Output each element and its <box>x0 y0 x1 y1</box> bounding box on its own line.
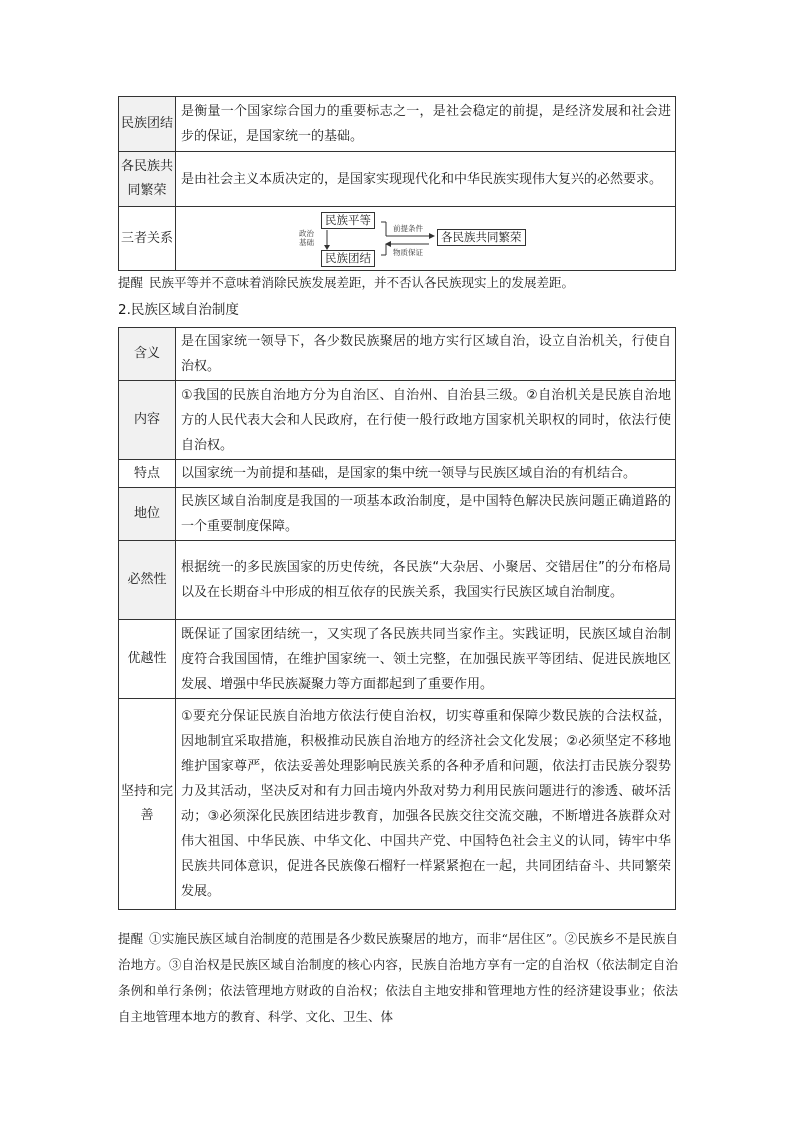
row-header: 各民族共同繁荣 <box>119 152 176 207</box>
section-heading: 2.民族区域自治制度 <box>118 302 239 318</box>
unity-box: 民族团结 <box>321 250 375 267</box>
reminder-text: ①实施民族区域自治制度的范围是各少数民族聚居的地方，而非“居住区”。②民族乡不是民族自治地方。③自治权是民族区域自治制度的核心内容，民族自治地方享有一定的自治权（依法制定自治条例和单行条例；依法管理地方财政的自治权；依法自主地安排和管理地方性的经济建设事业；依法自主地管理本地方的教育、科学、文化、卫生、体 <box>118 931 678 1024</box>
table-row <box>119 460 676 488</box>
table-row <box>119 152 676 207</box>
row-header: 三者关系 <box>119 207 176 271</box>
regional-autonomy-table <box>118 327 676 910</box>
political-label-2: 基础 <box>299 237 314 247</box>
row-content: 民族区域自治制度是我国的一项基本政治制度，是中国特色解决民族问题正确道路的一个重要制度保障。 <box>176 488 676 541</box>
equality-box: 民族平等 <box>321 212 375 229</box>
row-header: 地位 <box>119 488 176 541</box>
reminder-text: 民族平等并不意味着消除民族发展差距，并不否认各民族现实上的发展差距。 <box>149 275 575 290</box>
relationship-diagram <box>181 210 671 268</box>
reminder-tag: 提醒 <box>118 931 144 946</box>
table-row <box>119 207 676 271</box>
row-content: 是在国家统一领导下，各少数民族聚居的地方实行区域自治，设立自治机关，行使自治权。 <box>176 328 676 381</box>
row-content: ①我国的民族自治地方分为自治区、自治州、自治县三级。②自治机关是民族自治地方的人民代表大会和人民政府，在行使一般行政地方国家机关职权的同时，依法行使自治权。 <box>176 381 676 460</box>
row-header: 内容 <box>119 381 176 460</box>
ethnic-relations-table <box>118 96 676 271</box>
prosperity-box: 各民族共同繁荣 <box>437 229 526 246</box>
precondition-label: 前提条件 <box>393 223 423 233</box>
diagram-arrows <box>181 210 671 268</box>
row-header: 优越性 <box>119 620 176 699</box>
row-header: 民族团结 <box>119 97 176 152</box>
political-label-1: 政治 <box>299 228 314 238</box>
table-row <box>119 541 676 620</box>
row-header: 坚持和完善 <box>119 699 176 910</box>
table-row <box>119 328 676 381</box>
row-content: 既保证了国家团结统一，又实现了各民族共同当家作主。实践证明，民族区域自治制度符合我国国情，在维护国家统一、领土完整，在加强民族平等团结、促进民族地区发展、增强中华民族凝聚力等方面都起到了重要作用。 <box>176 620 676 699</box>
table-row <box>119 381 676 460</box>
row-content: ①要充分保证民族自治地方依法行使自治权，切实尊重和保障少数民族的合法权益，因地制宜采取措施，积极推动民族自治地方的经济社会文化发展；②必须坚定不移地维护国家尊严，依法妥善处理影响民族关系的各种矛盾和问题，依法打击民族分裂势力及其活动，坚决反对和有力回击境内外敌对势力利用民族问题进行的渗透、破坏活动；③必须深化民族团结进步教育，加强各民族交往交流交融，不断增进各族群众对伟大祖国、中华民族、中华文化、中国共产党、中国特色社会主义的认同，铸牢中华民族共同体意识，促进各民族像石榴籽一样紧紧抱在一起，共同团结奋斗、共同繁荣发展。 <box>176 699 676 910</box>
row-content: 以国家统一为前提和基础，是国家的集中统一领导与民族区域自治的有机结合。 <box>176 460 676 488</box>
table-row <box>119 97 676 152</box>
material-guarantee-label: 物质保证 <box>393 247 423 257</box>
row-header: 含义 <box>119 328 176 381</box>
relationship-diagram-cell <box>176 207 676 271</box>
row-content: 是衡量一个国家综合国力的重要标志之一，是社会稳定的前提，是经济发展和社会进步的保证，是国家统一的基础。 <box>176 97 676 152</box>
row-content: 根据统一的多民族国家的历史传统，各民族“大杂居、小聚居、交错居住”的分布格局以及在长期奋斗中形成的相互依存的民族关系，我国实行民族区域自治制度。 <box>176 541 676 620</box>
reminder-note-2 <box>118 926 678 1030</box>
reminder-note <box>118 270 678 296</box>
table-row <box>119 620 676 699</box>
row-header: 特点 <box>119 460 176 488</box>
table-row <box>119 488 676 541</box>
table-row <box>119 699 676 910</box>
row-content: 是由社会主义本质决定的，是国家实现现代化和中华民族实现伟大复兴的必然要求。 <box>176 152 676 207</box>
reminder-tag: 提醒 <box>118 275 144 290</box>
row-header: 必然性 <box>119 541 176 620</box>
